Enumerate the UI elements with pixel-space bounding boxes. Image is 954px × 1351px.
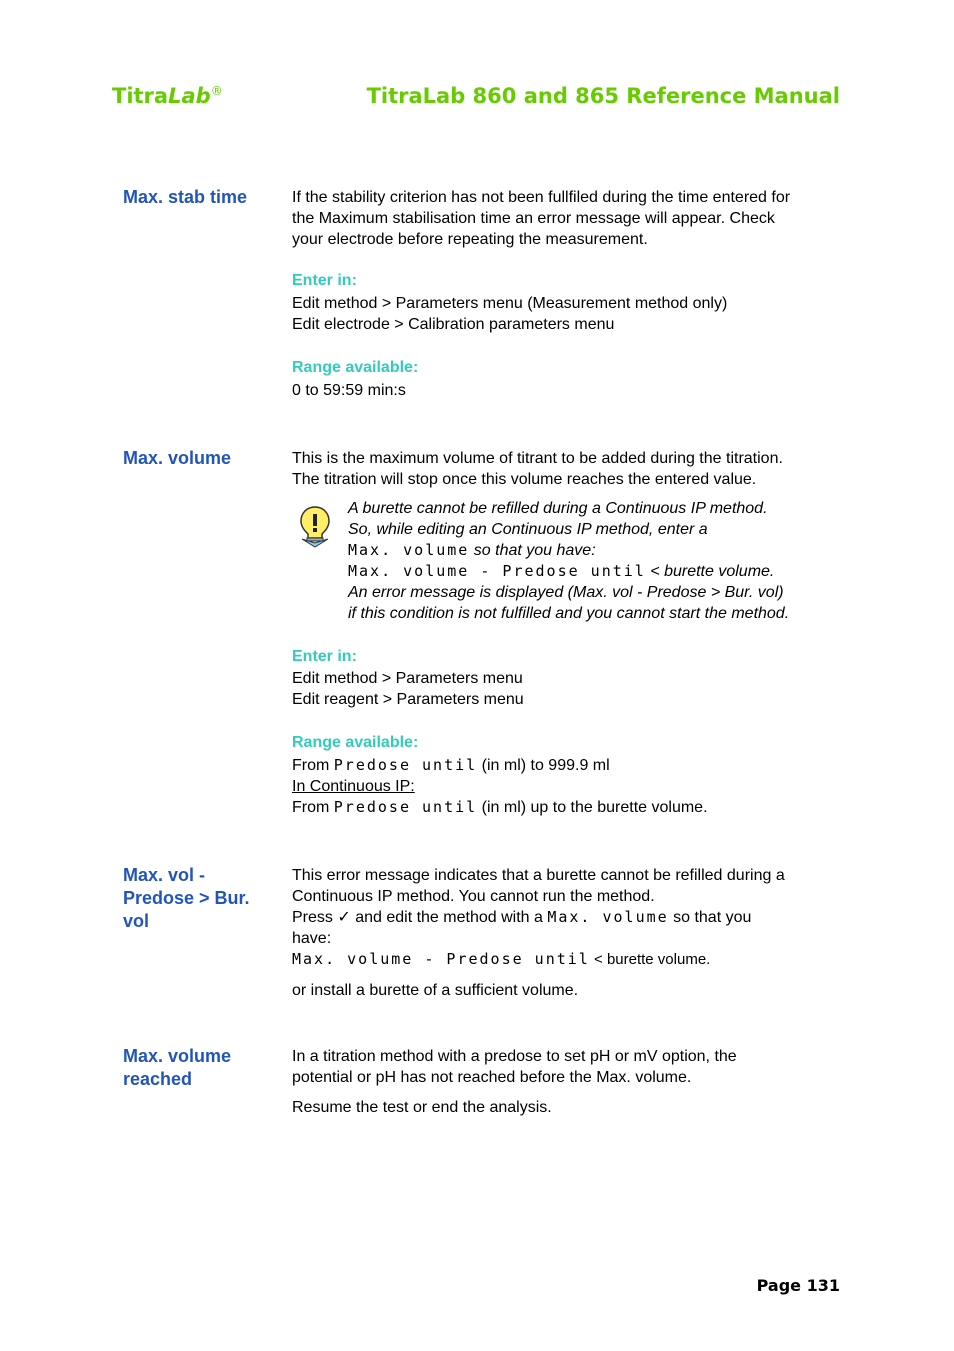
desc-line (292, 907, 837, 928)
section-body-max-vol-predose (292, 865, 837, 1001)
desc-line: Continuous IP method. You cannot run the method. (292, 888, 655, 905)
section-title-max-volume: Max. volume (123, 448, 232, 468)
enter-in-item: Edit electrode > Calibration parameters menu (292, 316, 615, 333)
section-title-max-volume-reached (123, 1045, 273, 1091)
desc-line: The titration will stop once this volume reaches the entered value. (292, 471, 757, 488)
range-heading: Range available: (292, 359, 419, 376)
range-text: From (292, 757, 334, 774)
section-body-max-volume-reached (292, 1046, 837, 1118)
title-line: reached (123, 1069, 193, 1089)
enter-in-heading: Enter in: (292, 648, 357, 665)
tip-note (348, 498, 848, 624)
note-line (348, 540, 848, 561)
note-text: so that you have: (469, 542, 596, 559)
section-body-max-stab-time (292, 187, 837, 250)
desc-line: or install a burette of a sufficient volume. (292, 982, 579, 999)
note-line (348, 561, 848, 582)
manual-title: TitraLab 860 and 865 Reference Manual (366, 84, 840, 108)
lightbulb-tip-icon (298, 505, 332, 549)
note-line: An error message is displayed (Max. vol - Predose > Bur. vol) (348, 584, 784, 601)
code-predose-until: Predose until (333, 798, 478, 816)
title-line: vol (123, 911, 150, 931)
brand-logo (112, 84, 223, 108)
title-line: Max. volume (123, 1046, 232, 1066)
note-line: A burette cannot be refilled during a Continuous IP method. (348, 500, 768, 517)
code-max-volume: Max. volume (348, 541, 470, 559)
title-line: Max. vol - (123, 865, 206, 885)
desc-line: your electrode before repeating the measurement. (292, 231, 648, 248)
desc-line: potential or pH has not reached before the Max. volume. (292, 1069, 692, 1086)
range-list (292, 755, 837, 818)
press-text: so that you (668, 909, 752, 926)
range-text: (in ml) up to the burette volume. (477, 799, 708, 816)
enter-in-item: Edit method > Parameters menu (292, 670, 523, 687)
desc-line: the Maximum stabilisation time an error message will appear. Check (292, 210, 775, 227)
enter-in-item: Edit method > Parameters menu (Measurement method only) (292, 295, 728, 312)
enter-in-item: Edit reagent > Parameters menu (292, 691, 524, 708)
section-title-max-stab-time: Max. stab time (123, 187, 248, 207)
brand-reg: ® (210, 84, 223, 98)
desc-line: have: (292, 930, 332, 947)
desc-line (292, 949, 837, 970)
code-max-volume: Max. volume (547, 908, 669, 926)
section-title-max-vol-predose (123, 864, 273, 933)
range-text: From (292, 799, 334, 816)
range-heading: Range available: (292, 734, 419, 751)
desc-line: If the stability criterion has not been fullfiled during the time entered for (292, 189, 791, 206)
range-text: (in ml) to 999.9 ml (477, 757, 610, 774)
press-text: Press ✓ and edit the method with a (292, 909, 548, 926)
code-tail: < burette volume. (589, 951, 711, 968)
enter-in-list (292, 668, 837, 710)
desc-line: This is the maximum volume of titrant to be added during the titration. (292, 450, 783, 467)
desc-line: In a titration method with a predose to set pH or mV option, the (292, 1048, 737, 1065)
range-line (292, 797, 837, 818)
brand-suffix: Lab (168, 84, 211, 108)
section-body-max-volume (292, 448, 837, 490)
note-line: if this condition is not fulfilled and you cannot start the method. (348, 605, 790, 622)
range-line (292, 755, 837, 776)
code-predose-until: Predose until (333, 756, 478, 774)
code-max-volume-predose: Max. volume - Predose until (292, 950, 590, 968)
desc-line: This error message indicates that a burette cannot be refilled during a (292, 867, 785, 884)
brand-prefix: Titra (112, 84, 169, 108)
continuous-label: In Continuous IP: (292, 778, 415, 795)
range-value: 0 to 59:59 min:s (292, 382, 406, 399)
note-text: < burette volume. (645, 563, 775, 580)
desc-line: Resume the test or end the analysis. (292, 1099, 552, 1116)
title-line: Predose > Bur. (123, 888, 250, 908)
enter-in-list (292, 293, 837, 335)
note-line: So, while editing an Continuous IP method, enter a (348, 521, 708, 538)
code-max-volume-predose: Max. volume - Predose until (348, 562, 646, 580)
enter-in-heading: Enter in: (292, 272, 357, 289)
page-number: Page 131 (756, 1276, 840, 1295)
